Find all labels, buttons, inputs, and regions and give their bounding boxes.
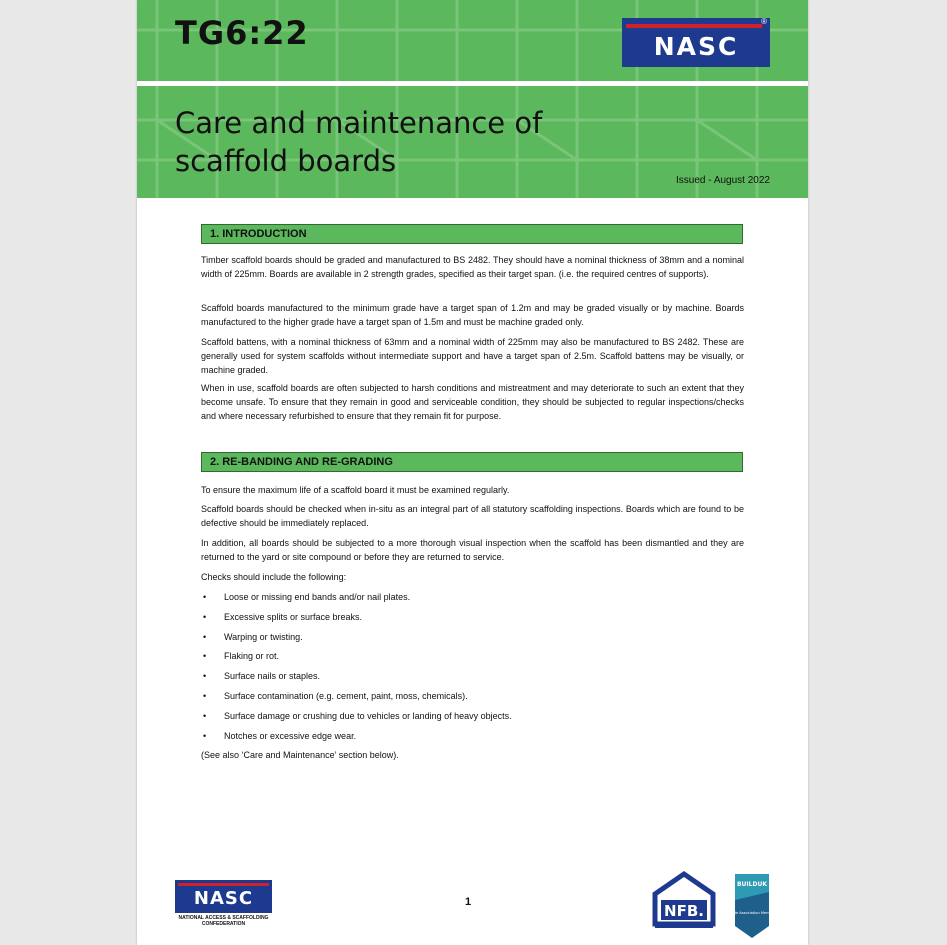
issue-date: Issued - August 2022 — [676, 175, 770, 186]
intro-paragraph-3: Scaffold battens, with a nominal thickness of 63mm and a nominal width of 225mm may also be manufactured to BS 2482. These are generally used for system scaffolds without intermediate support and have a target span of 2.5m. Scaffold battens may be visually, or machine graded. — [201, 337, 744, 375]
footer-nasc-logo — [175, 880, 272, 928]
reband-paragraph-4: Checks should include the following: — [201, 572, 347, 582]
header-banner — [137, 0, 808, 198]
reband-paragraph-2: Scaffold boards should be checked when in-situ as an integral part of all statutory scaffolding inspections. Boards which are found to be defective should be immediately replaced. — [201, 504, 744, 528]
see-also-note: (See also ‘Care and Maintenance’ section below). — [201, 750, 399, 760]
list-item-text: Excessive splits or surface breaks. — [224, 612, 363, 622]
header-divider-line — [137, 81, 808, 86]
builduk-subtext: Trade Association Member — [728, 911, 776, 915]
bullet-icon: • — [203, 592, 207, 602]
footer-logo-red-stripe — [178, 883, 269, 886]
list-item-text: Surface nails or staples. — [224, 671, 321, 681]
builduk-text: BUILDUK — [736, 881, 768, 888]
builduk-badge-icon — [728, 874, 776, 938]
nasc-logo — [622, 18, 770, 67]
logo-text: NASC — [653, 32, 739, 61]
bullet-icon: • — [203, 612, 207, 622]
intro-paragraph-4: When in use, scaffold boards are often subjected to harsh conditions and mistreatment and may deteriorate to such an extent that they become unsafe. To ensure that they remain in good and serviceable condition, they should be subjected to regular inspections/checks and where necessary refurbished to ensure that they remain fit for purpose. — [201, 383, 744, 421]
section-heading-introduction: 1. INTRODUCTION — [201, 224, 743, 244]
bullet-icon: • — [203, 691, 207, 701]
page-number: 1 — [465, 896, 472, 908]
intro-paragraph-1: Timber scaffold boards should be graded and manufactured to BS 2482. They should have a nominal thickness of 38mm and a nominal width of 225mm. Boards are available in 2 strength grades, specified as their target span. (i.e. the required centres of supports). — [201, 255, 744, 279]
list-item-text: Loose or missing end bands and/or nail plates. — [224, 592, 411, 602]
footer-logo-text: NASC — [193, 888, 254, 909]
bullet-icon: • — [203, 632, 207, 642]
list-item-text: Warping or twisting. — [224, 632, 303, 642]
list-item-text: Notches or excessive edge wear. — [224, 731, 357, 741]
nfb-logo-text: NFB. — [664, 902, 704, 920]
footer-logo-subtitle-1: NATIONAL ACCESS & SCAFFOLDING — [178, 915, 269, 921]
page-title: Care and maintenance of scaffold boards — [175, 106, 543, 178]
nfb-logo-icon — [651, 872, 717, 930]
bullet-icon: • — [203, 731, 207, 741]
list-item-text: Flaking or rot. — [224, 651, 280, 661]
logo-red-stripe — [626, 24, 762, 28]
reband-paragraph-1: To ensure the maximum life of a scaffold board it must be examined regularly. — [201, 485, 510, 495]
intro-paragraph-2: Scaffold boards manufactured to the minimum grade have a target span of 1.2m and may be graded visually or by machine. Boards manufactured to the higher grade have a target span of 1.5m and must be machine graded only. — [201, 303, 744, 327]
section-heading-re-banding: 2. RE-BANDING AND RE-GRADING — [201, 452, 743, 472]
bullet-icon: • — [203, 711, 207, 721]
bullet-icon: • — [203, 671, 207, 681]
footer-logo-subtitle-2: CONFEDERATION — [201, 921, 246, 927]
registered-mark: ® — [761, 17, 767, 26]
bullet-icon: • — [203, 651, 207, 661]
reband-paragraph-3: In addition, all boards should be subjected to a more thorough visual inspection when the scaffold has been dismantled and they are returned to the yard or site compound or before they are returned to service. — [201, 538, 744, 562]
document-page — [137, 0, 808, 945]
list-item-text: Surface damage or crushing due to vehicles or landing of heavy objects. — [224, 711, 512, 721]
list-item-text: Surface contamination (e.g. cement, paint, moss, chemicals). — [224, 691, 468, 701]
document-code: TG6:22 — [175, 14, 309, 52]
